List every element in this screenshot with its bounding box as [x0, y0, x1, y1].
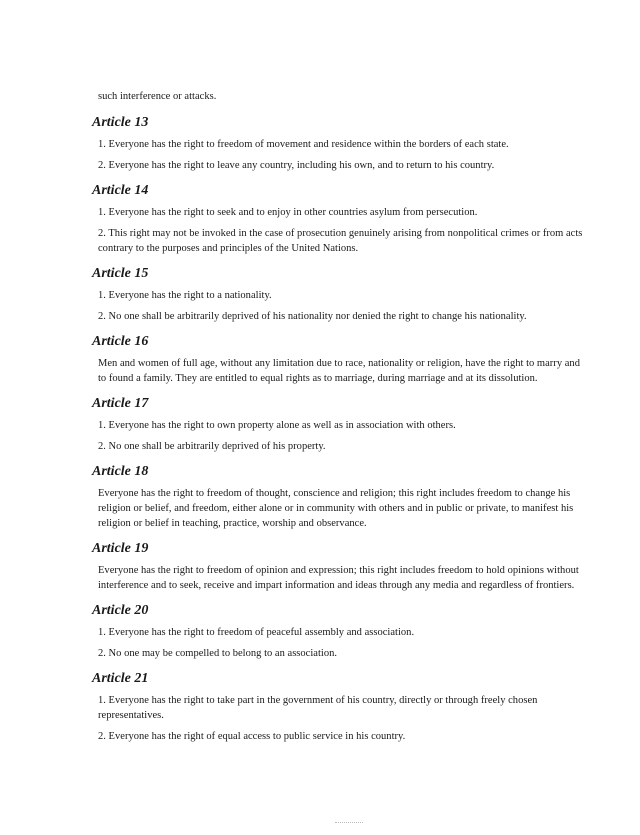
article-paragraph: 1. Everyone has the right to freedom of movement and residence within the borders of each state.: [98, 139, 509, 150]
article-section: [92, 540, 588, 593]
article-section: [92, 114, 588, 173]
article-paragraph: 2. No one shall be arbitrarily deprived of his nationality nor denied the right to change his nationality.: [98, 311, 527, 322]
article-paragraph: 2. No one shall be arbitrarily deprived of his property.: [98, 441, 326, 452]
article-section: [92, 463, 588, 531]
article-heading: Article 18: [92, 464, 149, 479]
article-paragraph: 2. Everyone has the right to leave any country, including his own, and to return to his country.: [98, 160, 495, 171]
document-body: [92, 89, 588, 750]
lead-paragraph: such interference or attacks.: [98, 91, 217, 102]
article-paragraph: 1. Everyone has the right to own property alone as well as in association with others.: [98, 420, 456, 431]
article-section: [92, 182, 588, 256]
article-paragraph: 1. Everyone has the right to seek and to enjoy in other countries asylum from persecution.: [98, 207, 478, 218]
article-paragraph: 1. Everyone has the right to take part in the government of his country, directly or through freely chosen representatives.: [98, 695, 538, 721]
article-section: [92, 670, 588, 744]
article-heading: Article 19: [92, 541, 149, 556]
article-section: [92, 602, 588, 661]
article-heading: Article 20: [92, 603, 149, 618]
article-paragraph: 2. This right may not be invoked in the case of prosecution genuinely arising from nonpolitical crimes or from acts contrary to the purposes and principles of the United Nations.: [98, 228, 583, 254]
article-heading: Article 21: [92, 671, 149, 686]
article-section: [92, 395, 588, 454]
articles-list: [92, 114, 588, 744]
article-paragraph: 2. Everyone has the right of equal access to public service in his country.: [98, 731, 406, 742]
article-section: [92, 265, 588, 324]
article-heading: Article 16: [92, 334, 149, 349]
article-paragraph: Everyone has the right to freedom of thought, conscience and religion; this right includes freedom to change his religion or belief, and freedom, either alone or in community with others and in public or private, to manifest his religion or belief in teaching, practice, worship and observance.: [98, 488, 574, 529]
article-paragraph: Men and women of full age, without any limitation due to race, nationality or religion, have the right to marry and to found a family. They are entitled to equal rights as to marriage, during marriage and at its dissolution.: [98, 358, 580, 384]
article-section: [92, 333, 588, 386]
article-heading: Article 13: [92, 115, 149, 130]
article-heading: Article 17: [92, 396, 149, 411]
article-heading: Article 15: [92, 266, 149, 281]
article-heading: Article 14: [92, 183, 149, 198]
article-paragraph: Everyone has the right to freedom of opinion and expression; this right includes freedom to hold opinions without interference and to seek, receive and impart information and ideas through any media and regardless of frontiers.: [98, 565, 579, 591]
article-paragraph: 2. No one may be compelled to belong to an association.: [98, 648, 338, 659]
article-paragraph: 1. Everyone has the right to freedom of peaceful assembly and association.: [98, 627, 415, 638]
article-paragraph: 1. Everyone has the right to a nationality.: [98, 290, 272, 301]
scan-artifact: [335, 822, 363, 826]
